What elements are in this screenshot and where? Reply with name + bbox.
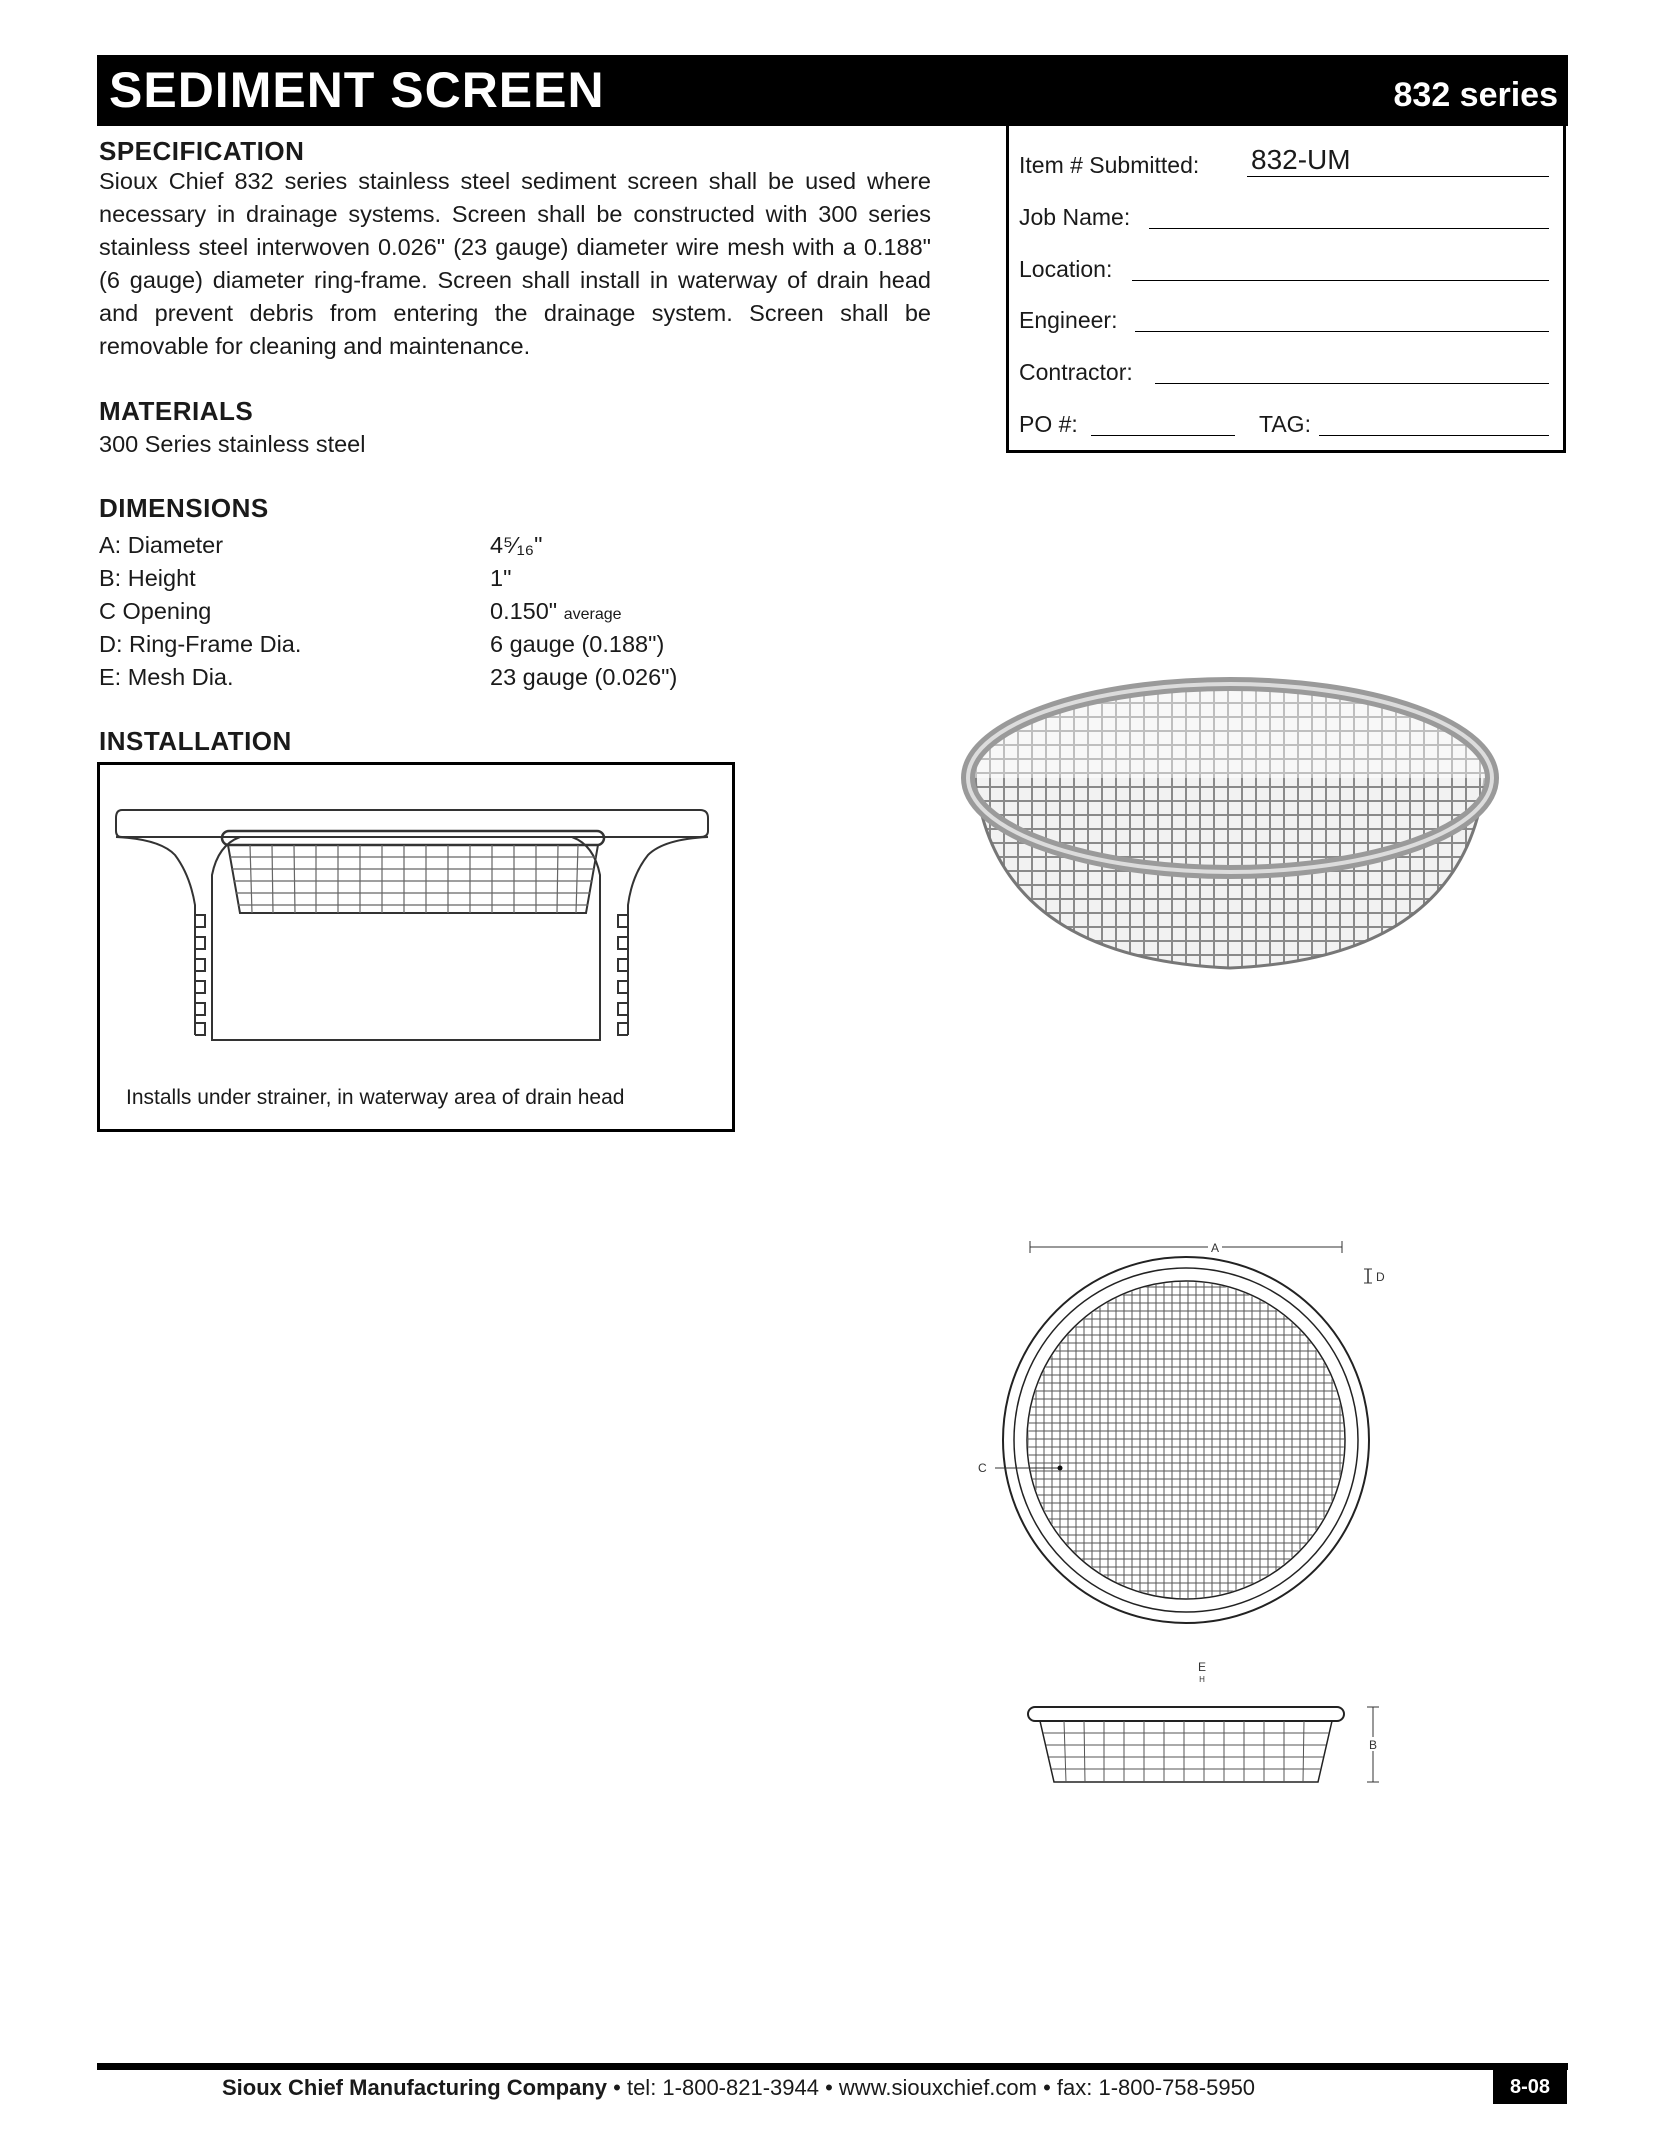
materials-text: 300 Series stainless steel <box>99 431 366 457</box>
label-d: D <box>1376 1270 1385 1284</box>
company-name: Sioux Chief Manufacturing Company <box>222 2075 608 2100</box>
label-e: E <box>1197 1660 1207 1674</box>
job-name-field[interactable] <box>1149 198 1549 229</box>
dimension-value: 1" <box>490 565 512 591</box>
dimension-row <box>99 529 677 562</box>
dimension-row <box>99 661 677 694</box>
tag-label: TAG: <box>1259 411 1311 437</box>
dimension-value: 23 gauge (0.026") <box>490 664 678 690</box>
dimension-value-text: 0.150" <box>490 598 558 624</box>
installation-caption: Installs under strainer, in waterway area of drain head <box>126 1086 625 1109</box>
contractor-row <box>1019 350 1549 390</box>
dimensions-table <box>99 529 677 694</box>
dimension-row <box>99 595 677 628</box>
footer-contact <box>222 2075 1255 2101</box>
engineer-label: Engineer: <box>1019 307 1118 333</box>
product-photo <box>955 668 1505 988</box>
dimension-value: 4⁵⁄₁₆" <box>490 532 543 558</box>
dimension-label: C Opening <box>99 598 212 624</box>
contractor-label: Contractor: <box>1019 359 1133 385</box>
label-h: H <box>1199 1675 1205 1684</box>
dimension-value <box>490 595 622 628</box>
page-number: 8-08 <box>1493 2070 1567 2104</box>
series-label: 832 series <box>1393 76 1558 114</box>
installation-figure <box>97 762 735 1132</box>
label-b: B <box>1368 1738 1378 1752</box>
item-field[interactable] <box>1247 146 1549 177</box>
contractor-field[interactable] <box>1155 353 1549 384</box>
dimension-label: A: Diameter <box>99 532 224 558</box>
dimension-label: B: Height <box>99 565 196 591</box>
engineer-field[interactable] <box>1135 301 1549 332</box>
job-row <box>1019 195 1549 235</box>
dimensions-heading: DIMENSIONS <box>99 493 269 523</box>
materials-heading: MATERIALS <box>99 396 254 426</box>
po-tag-row <box>1019 402 1549 442</box>
location-field[interactable] <box>1132 250 1549 281</box>
engineer-row <box>1019 298 1549 338</box>
specification-text: Sioux Chief 832 series stainless steel sediment screen shall be used where necessary in drainage systems. Screen shall be constructed with 300 series stainless steel interwoven 0.026" (23 gauge) diameter wire mesh with a 0.188" (6 gauge) diameter ring-frame. Screen shall install in waterway of drain head and prevent debris from entering the drainage system. Screen shall be removable for cleaning and maintenance. <box>99 168 931 359</box>
item-label: Item # Submitted: <box>1019 152 1200 178</box>
item-value: 832-UM <box>1251 144 1351 175</box>
contact-info: • tel: 1-800-821-3944 • www.siouxchief.com • fax: 1-800-758-5950 <box>607 2075 1256 2100</box>
dimension-note: average <box>563 606 622 623</box>
dimension-value: 6 gauge (0.188") <box>490 631 665 657</box>
drain-head-section-drawing <box>100 765 732 1129</box>
footer-rule <box>97 2063 1568 2070</box>
installation-heading: INSTALLATION <box>99 726 292 756</box>
title-bar <box>97 55 1568 126</box>
location-label: Location: <box>1019 256 1113 282</box>
label-a: A <box>1210 1241 1220 1255</box>
page-title: SEDIMENT SCREEN <box>109 62 605 118</box>
label-c: C <box>978 1461 987 1475</box>
specification-heading: SPECIFICATION <box>99 136 305 166</box>
item-row <box>1019 143 1549 183</box>
dimension-label: D: Ring-Frame Dia. <box>99 631 302 657</box>
location-row <box>1019 247 1549 287</box>
dimension-row <box>99 562 677 595</box>
dimension-drawing <box>960 1235 1440 1835</box>
dimension-row <box>99 628 677 661</box>
job-label: Job Name: <box>1019 204 1131 230</box>
dimension-label: E: Mesh Dia. <box>99 664 234 690</box>
tag-field[interactable] <box>1319 405 1549 436</box>
submittal-form <box>1006 123 1566 453</box>
po-field[interactable] <box>1091 405 1235 436</box>
po-label: PO #: <box>1019 411 1078 437</box>
